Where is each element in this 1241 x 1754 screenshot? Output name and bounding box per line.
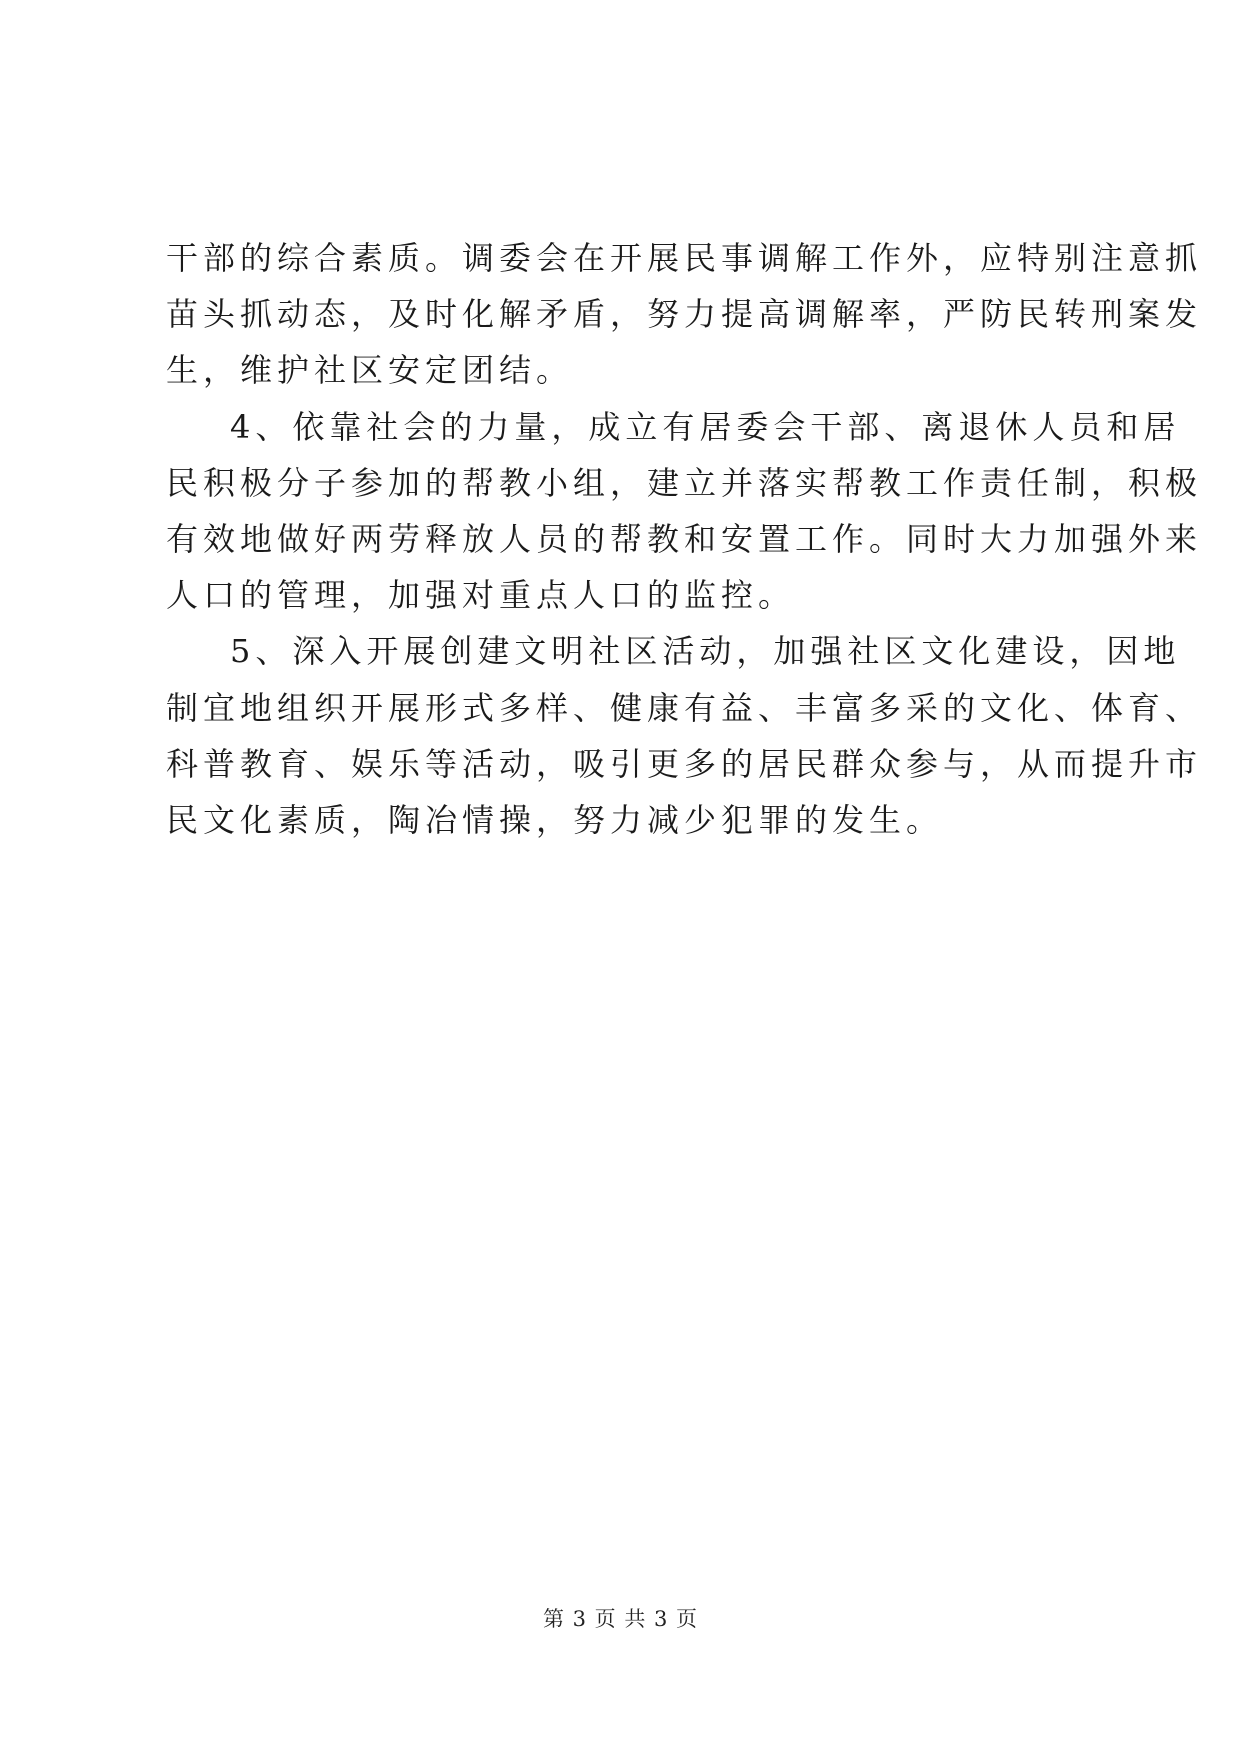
text-line: 生，维护社区安定团结。 <box>166 351 574 390</box>
page-number-footer: 第 3 页 共 3 页 <box>542 1607 699 1631</box>
text-line: 民文化素质，陶冶情操，努力减少犯罪的发生。 <box>166 800 944 839</box>
text-line: 苗头抓动态，及时化解矛盾，努力提高调解率，严防民转刑案发 <box>166 295 1203 334</box>
paragraph-4-first-line: 4、依靠社会的力量，成立有居委会干部、离退休人员和居 <box>230 407 1181 446</box>
paragraph-5-first-line: 5、深入开展创建文明社区活动，加强社区文化建设，因地 <box>230 632 1181 671</box>
text-line: 民积极分子参加的帮教小组，建立并落实帮教工作责任制，积极 <box>166 463 1203 502</box>
text-line: 干部的综合素质。调委会在开展民事调解工作外，应特别注意抓 <box>166 239 1203 277</box>
text-line: 人口的管理，加强对重点人口的监控。 <box>166 576 796 615</box>
text-line: 有效地做好两劳释放人员的帮教和安置工作。同时大力加强外来 <box>166 519 1203 558</box>
document-body <box>166 230 1203 848</box>
text-line: 科普教育、娱乐等活动，吸引更多的居民群众参与，从而提升市 <box>166 744 1203 783</box>
text-line: 制宜地组织开展形式多样、健康有益、丰富多采的文化、体育、 <box>166 688 1203 727</box>
